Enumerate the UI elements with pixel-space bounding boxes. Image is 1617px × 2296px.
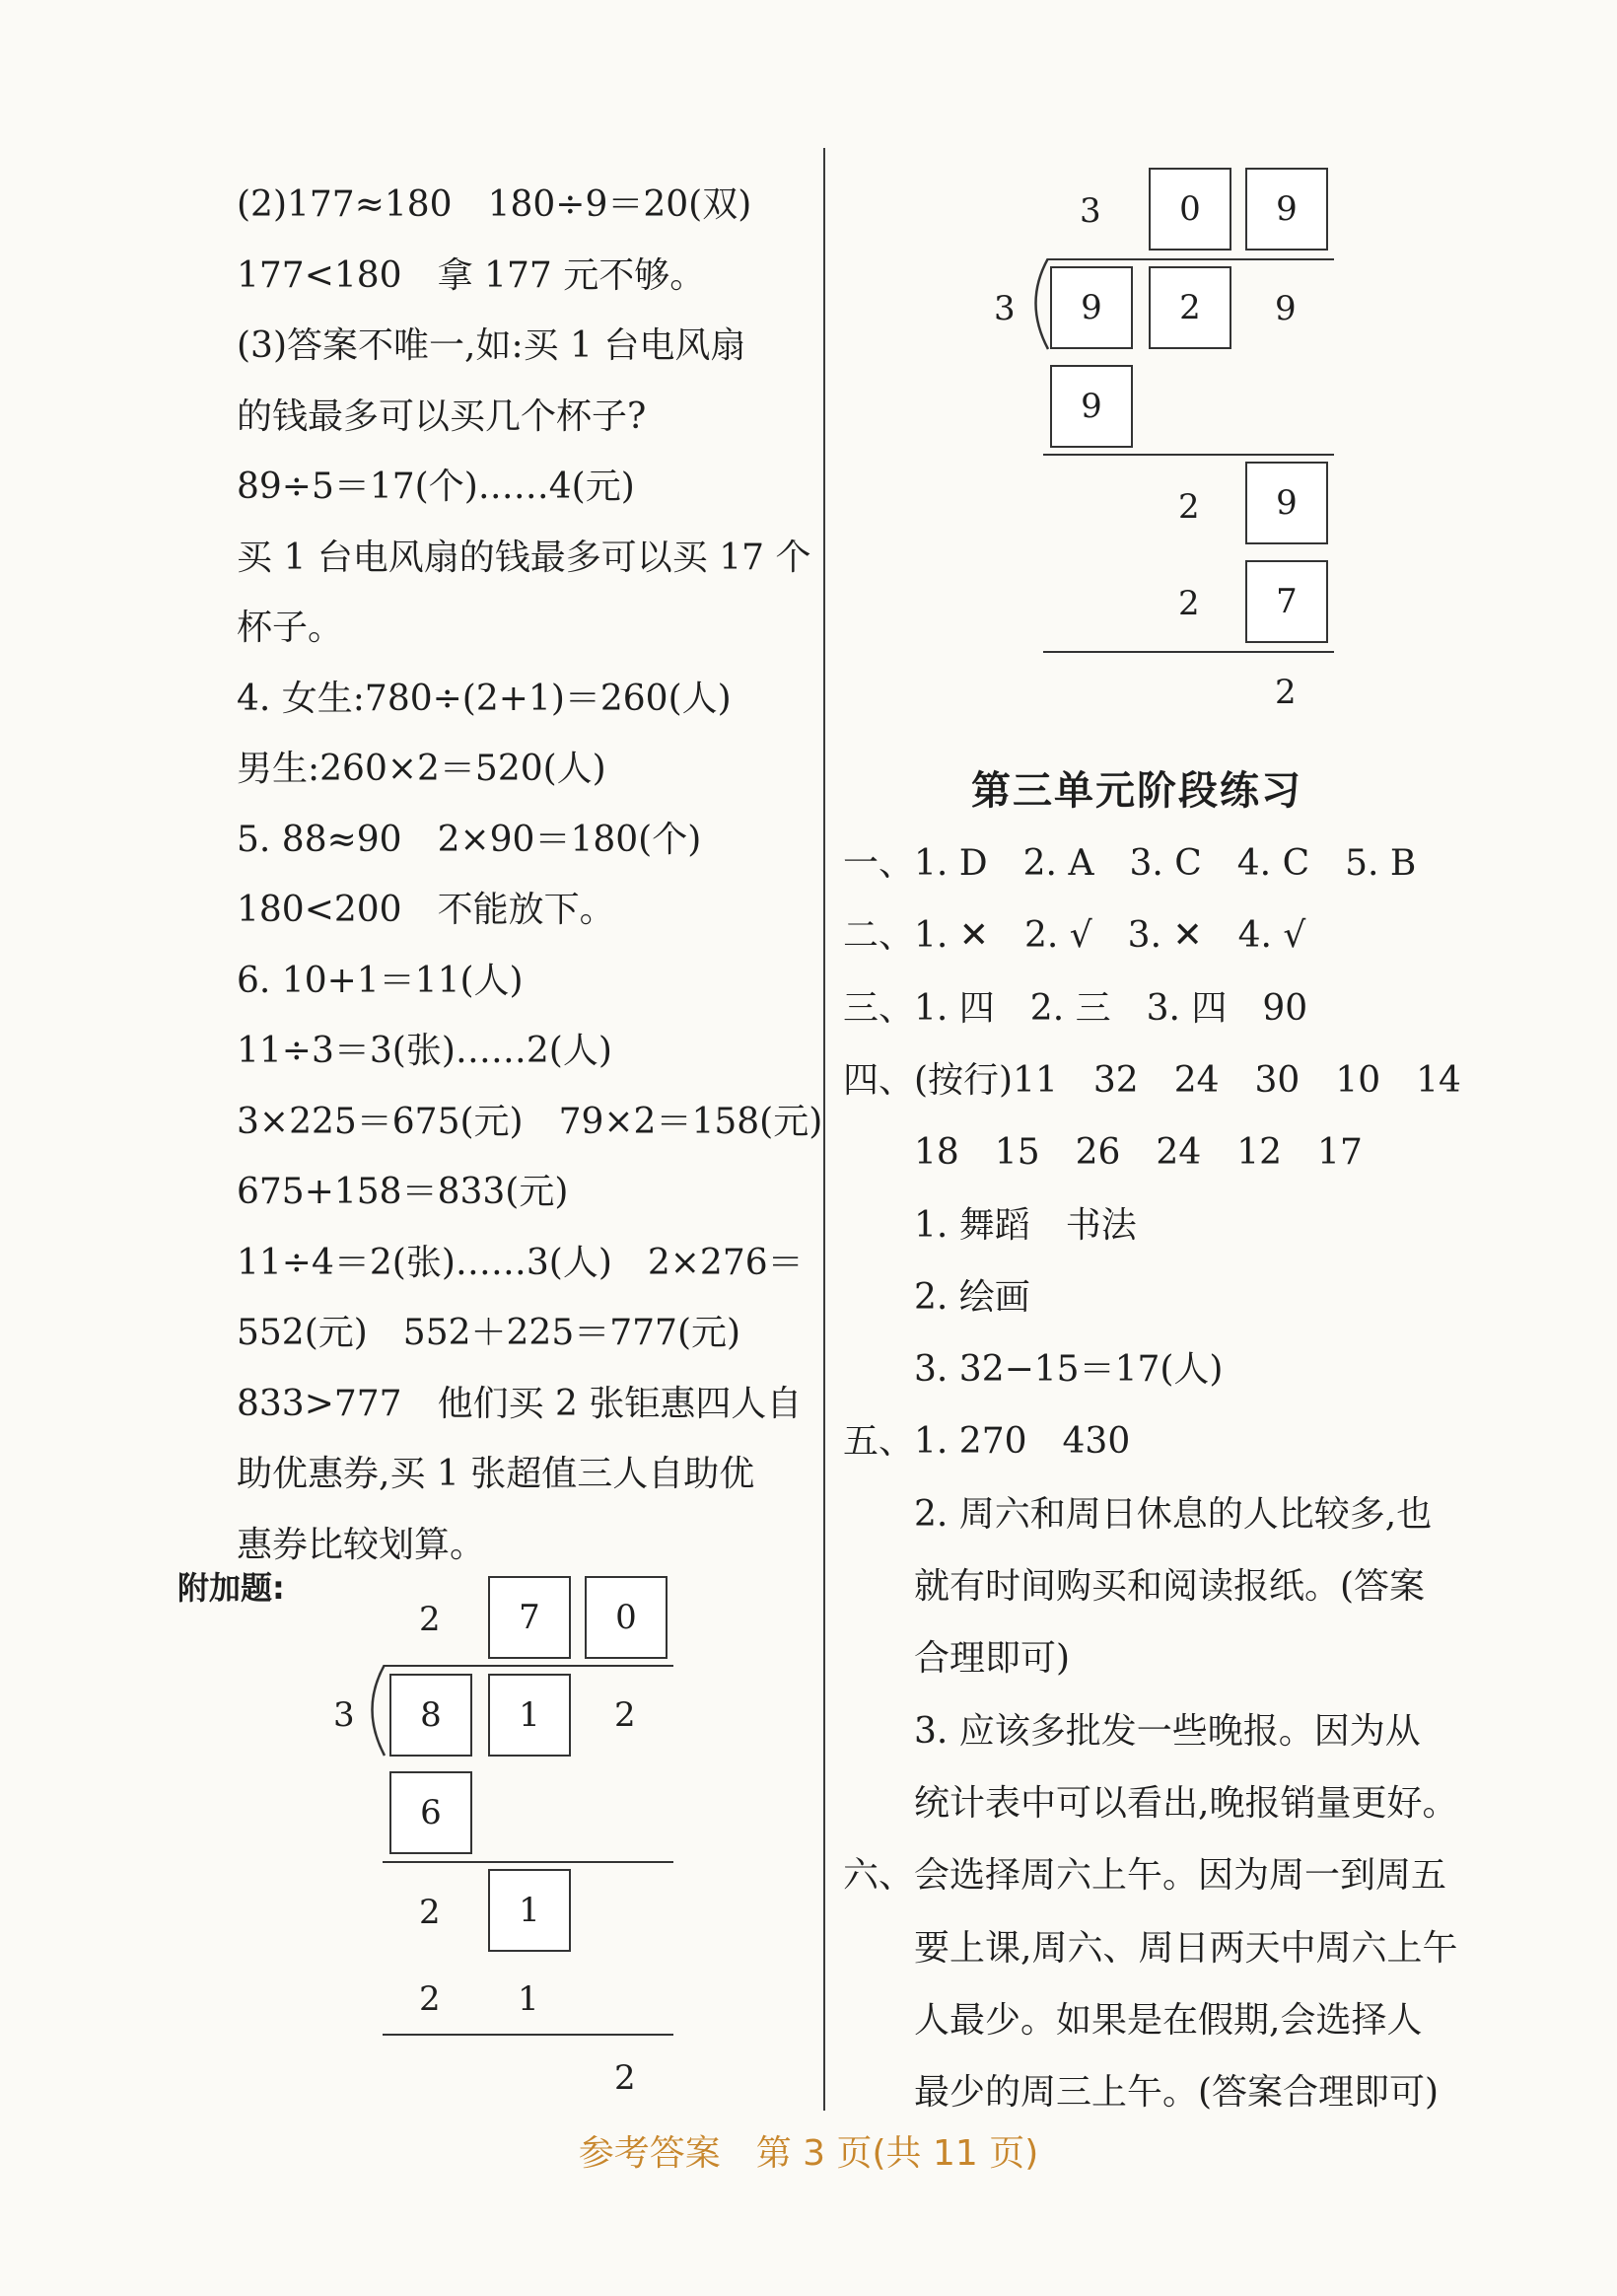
answer-line: 89÷5＝17(个)……4(元) xyxy=(237,466,635,507)
answer-line: 就有时间购买和阅读报纸。(答案 xyxy=(843,1566,1426,1607)
division-bracket xyxy=(1016,258,1055,357)
subtraction-line xyxy=(383,1861,673,1863)
answer-line: 3×225＝675(元) 79×2＝158(元) xyxy=(237,1101,823,1142)
answer-line: 3. 应该多批发一些晚报。因为从 xyxy=(843,1710,1421,1752)
section-title: 第三单元阶段练习 xyxy=(971,768,1302,814)
remainder: 2 xyxy=(1275,673,1297,712)
answer-box: 8 xyxy=(389,1674,472,1757)
answer-line: 统计表中可以看出,晚报销量更好。 xyxy=(843,1782,1458,1824)
answer-line: 177<180 拿 177 元不够。 xyxy=(237,254,706,296)
subtraction-line xyxy=(1043,651,1334,653)
answer-box: 0 xyxy=(1149,168,1231,251)
answer-line: 18 15 26 24 12 17 xyxy=(843,1132,1363,1174)
answer-box: 2 xyxy=(1149,266,1231,349)
answer-line: 6. 10+1＝11(人) xyxy=(237,960,524,1001)
divisor: 3 xyxy=(994,289,1016,328)
dividend-digit: 2 xyxy=(614,1695,636,1735)
subtraction-line xyxy=(383,2034,673,2036)
step-digit: 2 xyxy=(419,1979,441,2019)
answer-box: 9 xyxy=(1245,168,1328,251)
column-divider xyxy=(823,148,825,2111)
division-bar xyxy=(385,1665,673,1667)
answer-box: 0 xyxy=(585,1576,668,1659)
step-digit: 1 xyxy=(518,1979,539,2019)
answer-box: 9 xyxy=(1050,365,1133,448)
answer-line: 三、1. 四 2. 三 3. 四 90 xyxy=(843,987,1308,1029)
answer-line: 180<200 不能放下。 xyxy=(237,890,615,930)
answer-line: 1. 舞蹈 书法 xyxy=(843,1204,1137,1246)
answer-line: 二、1. ✕ 2. √ 3. ✕ 4. √ xyxy=(843,915,1306,957)
step-digit: 2 xyxy=(1178,487,1200,527)
answer-line: 助优惠券,买 1 张超值三人自助优 xyxy=(237,1454,755,1494)
answer-line: (2)177≈180 180÷9＝20(双) xyxy=(237,184,752,225)
remainder: 2 xyxy=(614,2058,636,2098)
division-bracket xyxy=(352,1665,391,1763)
answer-line: 买 1 台电风扇的钱最多可以买 17 个 xyxy=(237,537,811,578)
answer-line: 六、会选择周六上午。因为周一到周五 xyxy=(843,1855,1447,1897)
answer-line: 552(元) 552＋225＝777(元) xyxy=(237,1313,741,1353)
answer-line: 惠券比较划算。 xyxy=(237,1524,486,1565)
page-footer: 参考答案 第 3 页(共 11 页) xyxy=(578,2133,1039,2174)
answer-line: 2. 周六和周日休息的人比较多,也 xyxy=(843,1493,1433,1535)
answer-box: 9 xyxy=(1050,266,1133,349)
answer-box: 1 xyxy=(488,1869,571,1952)
answer-line: 四、(按行)11 32 24 30 10 14 xyxy=(843,1059,1461,1101)
answer-line: 4. 女生:780÷(2+1)＝260(人) xyxy=(237,678,732,719)
answer-line: 男生:260×2＝520(人) xyxy=(237,749,606,789)
answer-line: (3)答案不唯一,如:买 1 台电风扇 xyxy=(237,325,746,366)
quotient-digit: 2 xyxy=(419,1600,441,1639)
answer-box: 1 xyxy=(488,1674,571,1757)
answer-box: 9 xyxy=(1245,462,1328,544)
divisor: 3 xyxy=(333,1695,355,1735)
answer-box: 6 xyxy=(389,1771,472,1854)
answer-line: 2. 绘画 xyxy=(843,1276,1030,1318)
answer-line: 3. 32−15＝17(人) xyxy=(843,1349,1224,1391)
answer-line: 833>777 他们买 2 张钜惠四人自 xyxy=(237,1383,803,1424)
answer-line: 11÷3＝3(张)……2(人) xyxy=(237,1031,612,1071)
answer-line: 合理即可) xyxy=(843,1638,1071,1680)
subtraction-line xyxy=(1043,454,1334,456)
division-bar xyxy=(1048,258,1334,260)
dividend-digit: 9 xyxy=(1275,289,1297,328)
quotient-digit: 3 xyxy=(1080,191,1101,231)
answer-line: 675+158＝833(元) xyxy=(237,1172,569,1212)
answer-line: 人最少。如果是在假期,会选择人 xyxy=(843,1999,1423,2041)
answer-line: 一、1. D 2. A 3. C 4. C 5. B xyxy=(843,843,1417,884)
answer-line: 要上课,周六、周日两天中周六上午 xyxy=(843,1927,1458,1969)
answer-line: 的钱最多可以买几个杯子? xyxy=(237,395,647,437)
answer-line: 5. 88≈90 2×90＝180(个) xyxy=(237,819,702,860)
answer-line: 最少的周三上午。(答案合理即可) xyxy=(843,2072,1440,2114)
step-digit: 2 xyxy=(419,1893,441,1932)
answer-line: 11÷4＝2(张)……3(人) 2×276＝ xyxy=(237,1242,804,1283)
answer-line: 杯子。 xyxy=(237,608,344,648)
extra-question-label: 附加题: xyxy=(177,1569,285,1607)
answer-box: 7 xyxy=(1245,560,1328,643)
answer-line: 五、1. 270 430 xyxy=(843,1421,1131,1463)
answer-box: 7 xyxy=(488,1576,571,1659)
step-digit: 2 xyxy=(1178,584,1200,623)
